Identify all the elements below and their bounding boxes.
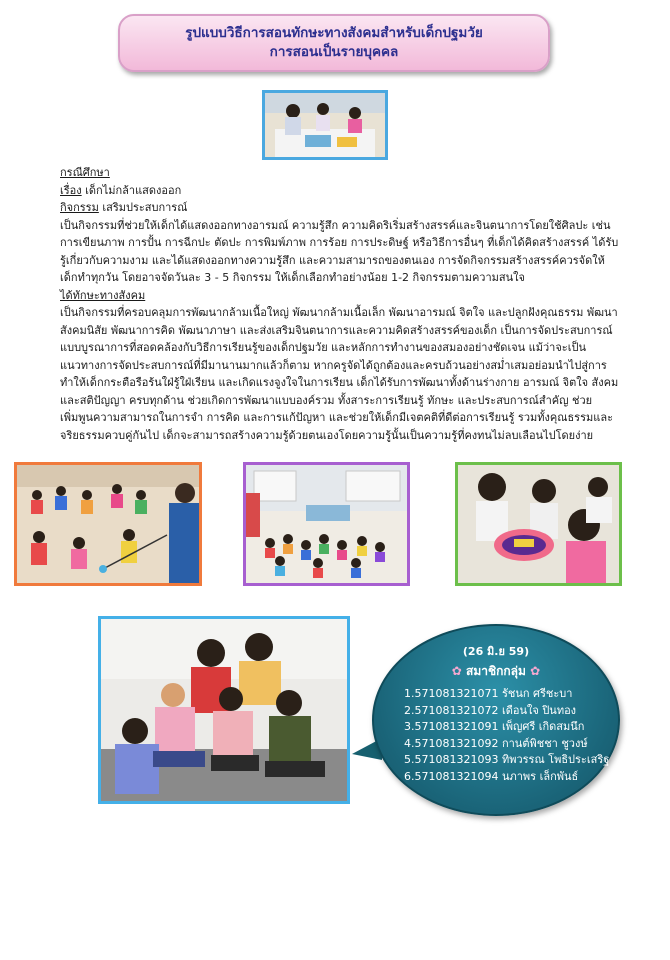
members-bubble bbox=[372, 624, 620, 816]
social-skill-label: ได้ทักษะทางสังคม bbox=[60, 288, 146, 302]
list-item: 4.571081321092 กานต์พิชชา ชูวงษ์ bbox=[404, 736, 588, 750]
list-item: 3.571081321091 เพ็ญศรี เกิดสมนึก bbox=[404, 720, 585, 733]
craft-scene bbox=[458, 465, 619, 583]
title-banner bbox=[118, 14, 550, 72]
topic-value: เด็กไม่กล้าแสดงออก bbox=[85, 183, 182, 197]
floor-play-scene bbox=[17, 465, 199, 583]
photo-classroom-activity bbox=[243, 462, 410, 586]
member-date: (26 มิ.ย 59) bbox=[462, 645, 530, 658]
social-skill-description: เป็นกิจกรรมที่ครอบคลุมการพัฒนากล้ามเนื้อใหญ่ พัฒนากล้ามเนื้อเล็ก พัฒนาอารมณ์ จิตใจ และปลูกฝังคุณธรรม พัฒนาสังคมนิสัย พัฒนาการคิด พัฒนาภาษา และส่งเสริมจินตนาการและความคิดสร้างสรรค์ของเด็ก เป็นการจัดประสบการณ์แบบบูรณาการที่สอดคล้องกับวิธีการเรียนรู้ของเด็กปฐมวัย และหลักการทำงานของสมองอย่างชัดเจน แม้ว่าจะเป็นแนวทางการจัดประสบการณ์ที่มีมานานมากแล้วก็ตาม หากครูจัดได้ถูกต้องและครบถ้วนอย่างสม่ำเสมอย่อมนำไปสู่การทำให้เด็กกระตือรือร้นใฝ่รู้ใฝ่เรียน และเกิดแรงจูงใจในการเรียน เด็กได้รับการพัฒนาทั้งด้านร่างกาย อารมณ์ จิตใจ สังคม และสติปัญญา ครบทุกด้าน ช่วยเกิดการพัฒนาแบบองค์รวม ทั้งสาระการเรียนรู้ ทักษะ และประสบการณ์สำคัญ ช่วยเพิ่มพูนความสามารถในการจำ การคิด และการแก้ปัญหา และช่วยให้เด็กมีเจตคติที่ดีต่อการเรียนรู้ รวมทั้งคุณธรรมและจริยธรรมควบคู่กันไป เด็กจะสามารถสร้างความรู้ด้วยตนเองโดยความรู้นั้นเป็นความรู้ที่คงทนไม่ลบเลือนไปโดยง่าย bbox=[60, 306, 619, 442]
photo-children-at-table bbox=[262, 90, 388, 160]
activity-value: เสริมประสบการณ์ bbox=[102, 201, 188, 214]
group-members-scene bbox=[101, 619, 347, 801]
case-study-text bbox=[60, 164, 620, 444]
list-item: 1.571081321071 รัชนก ศรีชะบา bbox=[404, 687, 573, 700]
page-subtitle: การสอนเป็นรายบุคคล bbox=[269, 44, 399, 60]
activity-description: เป็นกิจกรรมที่ช่วยให้เด็กได้แสดงออกทางอารมณ์ ความรู้สึก ความคิดริเริ่มสร้างสรรค์และจินตนาการโดยใช้ศิลปะ เช่น การเขียนภาพ การปั้น การฉีกปะ ตัดปะ การพิมพ์ภาพ การร้อย การประดิษฐ์ หรือวิธีการอื่นๆ ที่เด็กได้คิดสร้างสรรค์ ได้รับรู้เกี่ยวกับความงาม และได้แสดงออกทางความรู้สึก และความสามารถของตนเอง การจัดกิจกรรมสร้างสรรค์ควรจัดให้เด็กทำทุกวัน โดยอาจจัดวันละ 3 - 5 กิจกรรม ให้เด็กเลือกทำอย่างน้อย 1-2 กิจกรรมตามความสนใจ bbox=[60, 218, 619, 284]
photo-group-members bbox=[98, 616, 350, 804]
members-heading-text: สมาชิกกลุ่ม bbox=[466, 664, 526, 678]
members-heading bbox=[374, 663, 618, 680]
flower-icon: ✿ bbox=[451, 664, 462, 678]
photo-children-playing-floor bbox=[14, 462, 202, 586]
members-list bbox=[404, 686, 609, 785]
list-item: 2.571081321072 เดือนใจ ปินทอง bbox=[404, 703, 577, 717]
activity-label: กิจกรรม bbox=[60, 201, 99, 214]
list-item: 5.571081321093 ทิพวรรณ โพธิประเสริฐ bbox=[404, 753, 610, 766]
classroom-scene bbox=[246, 465, 407, 583]
topic-label: เรื่อง bbox=[60, 183, 82, 197]
list-item: 6.571081321094 นภาพร เล็กพันธ์ bbox=[404, 769, 579, 783]
case-study-label: กรณีศึกษา bbox=[60, 166, 110, 179]
flower-icon: ✿ bbox=[530, 664, 541, 678]
photo-children-with-craft bbox=[455, 462, 622, 586]
children-table-scene bbox=[265, 93, 385, 157]
page-title: รูปแบบวิธีการสอนทักษะทางสังคมสำหรับเด็กปฐมวัย bbox=[185, 25, 483, 41]
